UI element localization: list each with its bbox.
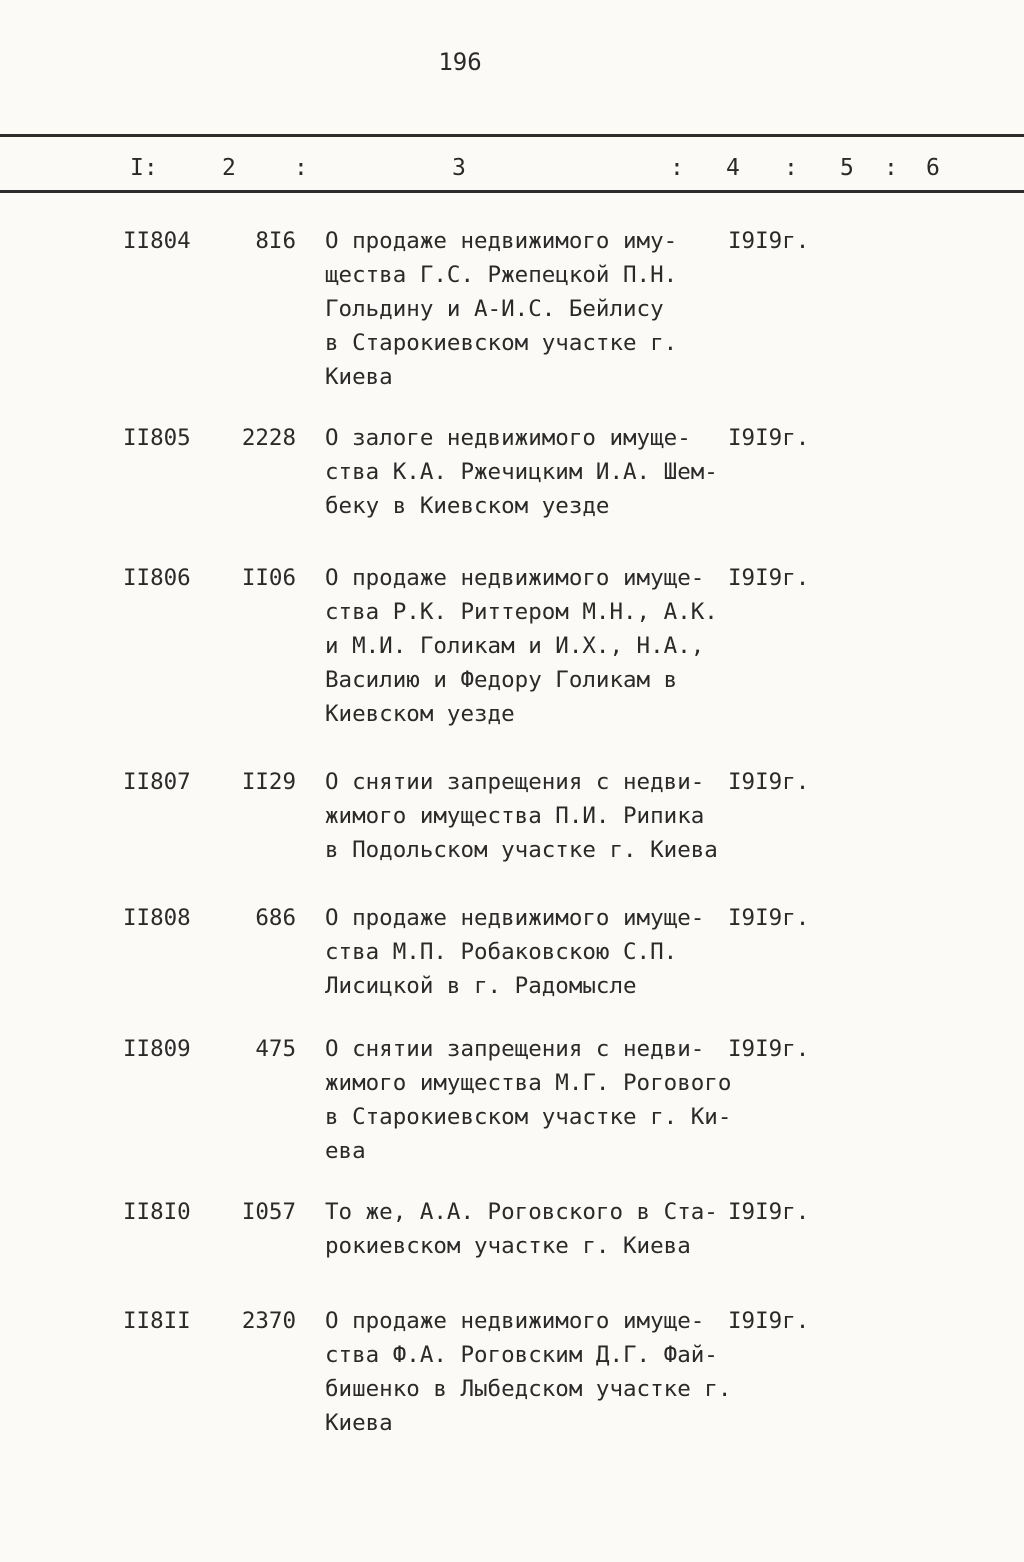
entry-sheet-count: II06 (241, 565, 296, 591)
header-bottom-rule (0, 190, 1024, 193)
entry-number: II808 (123, 905, 191, 931)
column-header-6: 6 (926, 155, 940, 181)
entry-title-line: О залоге недвижимого имуще- (325, 425, 691, 451)
entry-title-line: ства М.П. Робаковскою С.П. (325, 939, 678, 965)
header-top-rule (0, 134, 1024, 137)
entry-title-line: ева (325, 1138, 366, 1164)
entry-date: I9I9г. (728, 1199, 810, 1225)
entry-date: I9I9г. (728, 1036, 810, 1062)
entry-title-line: беку в Киевском уезде (325, 493, 610, 519)
entry-title-line: ства Р.К. Риттером М.Н., А.К. (325, 599, 718, 625)
entry-title-line: О снятии запрещения с недви- (325, 769, 705, 795)
entry-sheet-count: 686 (255, 905, 296, 931)
entry-title (325, 421, 725, 523)
entry-sheet-count: 2228 (241, 425, 296, 451)
entry-sheet-count: 8I6 (255, 228, 296, 254)
entry-title-line: О снятии запрещения с недви- (325, 1036, 705, 1062)
entry-title-line: и М.И. Голикам и И.Х., Н.А., (325, 633, 705, 659)
page-number: 196 (438, 48, 482, 76)
entry-title (325, 1304, 732, 1440)
entry-title-line: О продаже недвижимого иму- (325, 228, 678, 254)
entry-date: I9I9г. (728, 1308, 810, 1334)
entry-number: II807 (123, 769, 191, 795)
entry-date: I9I9г. (728, 565, 810, 591)
entry-title-line: О продаже недвижимого имуще- (325, 565, 705, 591)
entry-sheet-count: II29 (241, 769, 296, 795)
entry-date: I9I9г. (728, 425, 810, 451)
entry-title-line: бишенко в Лыбедском участке г. (325, 1376, 732, 1402)
entry-sheet-count: 2370 (241, 1308, 296, 1334)
entry-date: I9I9г. (728, 905, 810, 931)
column-header-2: 2 (222, 155, 236, 181)
entry-number: II8I0 (123, 1199, 191, 1225)
entry-title (325, 901, 725, 1003)
entry-sheet-count: I057 (241, 1199, 296, 1225)
entry-date: I9I9г. (728, 228, 810, 254)
column-separator: : (784, 155, 798, 181)
column-separator: : (884, 155, 898, 181)
entry-number: II804 (123, 228, 191, 254)
entry-title-line: О продаже недвижимого имуще- (325, 905, 705, 931)
column-header-3: 3 (452, 155, 466, 181)
entry-number: II809 (123, 1036, 191, 1062)
entry-title (325, 765, 725, 867)
column-header-4: 4 (726, 155, 740, 181)
entry-title (325, 1032, 732, 1168)
entry-title-line: в Подольском участке г. Киева (325, 837, 718, 863)
entry-title-line: ства К.А. Ржечицким И.А. Шем- (325, 459, 718, 485)
entry-title-line: Киева (325, 364, 393, 390)
entry-title-line: Василию и Федору Голикам в (325, 667, 678, 693)
entry-title-line: рокиевском участке г. Киева (325, 1233, 691, 1259)
entry-title-line: Киевском уезде (325, 701, 515, 727)
entry-title-line: жимого имущества П.И. Рипика (325, 803, 705, 829)
column-header-1: I: (130, 155, 158, 181)
entry-title-line: Гольдину и А-И.С. Бейлису (325, 296, 664, 322)
entry-title (325, 1195, 725, 1263)
column-header-5: 5 (840, 155, 854, 181)
column-separator: : (294, 155, 308, 181)
entry-title-line: жимого имущества М.Г. Рогового (325, 1070, 732, 1096)
entry-title-line: в Старокиевском участке г. (325, 330, 678, 356)
entry-date: I9I9г. (728, 769, 810, 795)
entry-title-line: щества Г.С. Ржепецкой П.Н. (325, 262, 678, 288)
entry-sheet-count: 475 (255, 1036, 296, 1062)
entry-title-line: Лисицкой в г. Радомысле (325, 973, 637, 999)
column-separator: : (670, 155, 684, 181)
entry-number: II806 (123, 565, 191, 591)
entry-title-line: Киева (325, 1410, 393, 1436)
entry-title-line: ства Ф.А. Роговским Д.Г. Фай- (325, 1342, 718, 1368)
entry-title (325, 561, 725, 731)
entry-title-line: О продаже недвижимого имуще- (325, 1308, 705, 1334)
entry-title (325, 224, 725, 394)
entry-title-line: в Старокиевском участке г. Ки- (325, 1104, 732, 1130)
entry-number: II8II (123, 1308, 191, 1334)
entry-number: II805 (123, 425, 191, 451)
entry-title-line: То же, А.А. Роговского в Ста- (325, 1199, 718, 1225)
